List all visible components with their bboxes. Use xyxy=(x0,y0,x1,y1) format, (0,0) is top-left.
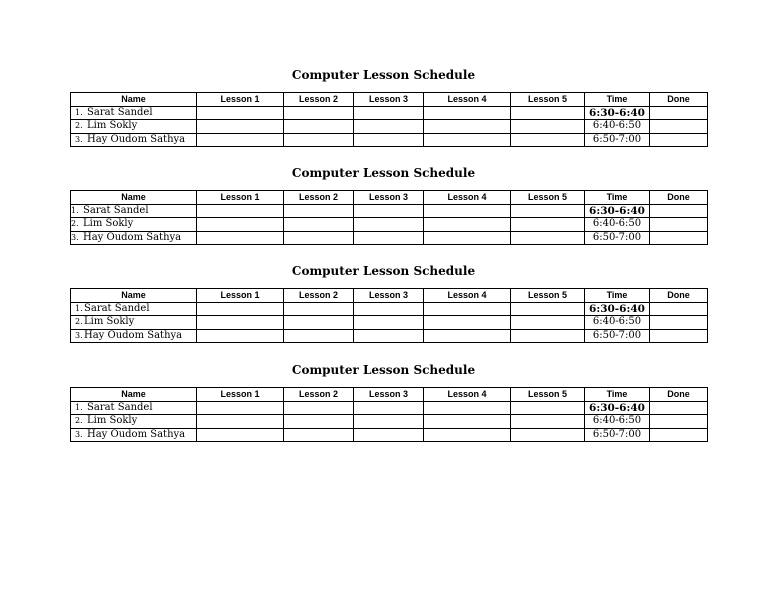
table-row xyxy=(71,302,708,316)
header-time: Time xyxy=(585,289,650,303)
lesson-cell[interactable] xyxy=(354,415,424,429)
schedule-table xyxy=(70,92,708,147)
table-row xyxy=(71,316,708,330)
student-name: Hay Oudom Sathya xyxy=(87,428,186,440)
schedule-title: Computer Lesson Schedule xyxy=(291,68,476,82)
student-name-cell xyxy=(71,329,197,343)
lesson-cell[interactable] xyxy=(354,231,424,245)
header-lesson-3: Lesson 3 xyxy=(354,388,424,402)
lesson-cell[interactable] xyxy=(511,302,585,316)
student-name-cell xyxy=(71,204,197,218)
lesson-cell[interactable] xyxy=(354,120,424,134)
done-cell[interactable] xyxy=(650,329,708,343)
table-row xyxy=(71,231,708,245)
done-cell[interactable] xyxy=(650,204,708,218)
done-cell[interactable] xyxy=(650,302,708,316)
done-cell[interactable] xyxy=(650,133,708,147)
time-cell: 6:30-6:40 xyxy=(585,302,650,316)
lesson-cell[interactable] xyxy=(197,133,284,147)
student-name: Hay Oudom Sathya xyxy=(87,133,186,145)
lesson-cell[interactable] xyxy=(424,133,511,147)
lesson-cell[interactable] xyxy=(424,106,511,120)
done-cell[interactable] xyxy=(650,218,708,232)
lesson-cell[interactable] xyxy=(354,316,424,330)
lesson-cell[interactable] xyxy=(284,204,354,218)
student-name-cell xyxy=(71,120,197,134)
lesson-cell[interactable] xyxy=(284,401,354,415)
header-done: Done xyxy=(650,289,708,303)
student-name: Sarat Sandel xyxy=(87,401,153,413)
student-name-cell xyxy=(71,401,197,415)
schedule-table xyxy=(70,190,708,245)
time-cell: 6:40-6:50 xyxy=(585,218,650,232)
time-cell: 6:40-6:50 xyxy=(585,415,650,429)
header-time: Time xyxy=(585,191,650,205)
time-cell: 6:50-7:00 xyxy=(585,133,650,147)
lesson-cell[interactable] xyxy=(424,428,511,442)
student-name: Sarat Sandel xyxy=(83,204,149,216)
header-done: Done xyxy=(650,388,708,402)
header-lesson-4: Lesson 4 xyxy=(424,93,511,107)
lesson-cell[interactable] xyxy=(197,401,284,415)
header-lesson-3: Lesson 3 xyxy=(354,93,424,107)
student-name: Lim Sokly xyxy=(87,415,138,427)
student-name: Sarat Sandel xyxy=(87,106,153,118)
lesson-cell[interactable] xyxy=(284,231,354,245)
student-name-cell xyxy=(71,133,197,147)
lesson-cell[interactable] xyxy=(284,316,354,330)
time-cell: 6:40-6:50 xyxy=(585,316,650,330)
student-name: Lim Sokly xyxy=(84,316,135,328)
lesson-cell[interactable] xyxy=(354,329,424,343)
done-cell[interactable] xyxy=(650,428,708,442)
table-row xyxy=(71,329,708,343)
lesson-cell[interactable] xyxy=(354,106,424,120)
lesson-cell[interactable] xyxy=(424,120,511,134)
header-row xyxy=(71,93,708,107)
header-lesson-3: Lesson 3 xyxy=(354,289,424,303)
schedule-table xyxy=(70,387,708,442)
student-name: Hay Oudom Sathya xyxy=(83,231,182,243)
time-cell: 6:50-7:00 xyxy=(585,329,650,343)
done-cell[interactable] xyxy=(650,231,708,245)
header-lesson-2: Lesson 2 xyxy=(284,289,354,303)
lesson-cell[interactable] xyxy=(424,415,511,429)
lesson-cell[interactable] xyxy=(511,204,585,218)
table-row xyxy=(71,106,708,120)
header-done: Done xyxy=(650,93,708,107)
lesson-cell[interactable] xyxy=(197,415,284,429)
header-lesson-4: Lesson 4 xyxy=(424,289,511,303)
time-cell: 6:30-6:40 xyxy=(585,204,650,218)
lesson-cell[interactable] xyxy=(511,329,585,343)
header-lesson-4: Lesson 4 xyxy=(424,388,511,402)
done-cell[interactable] xyxy=(650,120,708,134)
lesson-cell[interactable] xyxy=(354,428,424,442)
lesson-cell[interactable] xyxy=(354,218,424,232)
lesson-cell[interactable] xyxy=(424,218,511,232)
time-cell: 6:40-6:50 xyxy=(585,120,650,134)
row-number: 3. xyxy=(71,232,79,242)
row-number: 3. xyxy=(75,134,83,144)
lesson-cell[interactable] xyxy=(511,133,585,147)
done-cell[interactable] xyxy=(650,106,708,120)
header-row xyxy=(71,388,708,402)
lesson-cell[interactable] xyxy=(511,231,585,245)
lesson-cell[interactable] xyxy=(354,204,424,218)
student-name-cell xyxy=(71,231,197,245)
lesson-cell[interactable] xyxy=(197,218,284,232)
table-row xyxy=(71,204,708,218)
lesson-cell[interactable] xyxy=(424,401,511,415)
student-name: Lim Sokly xyxy=(83,218,134,230)
schedule-title: Computer Lesson Schedule xyxy=(291,166,476,180)
student-name-cell xyxy=(71,415,197,429)
row-number: 2. xyxy=(71,219,79,229)
header-lesson-2: Lesson 2 xyxy=(284,388,354,402)
time-cell: 6:30-6:40 xyxy=(585,106,650,120)
header-lesson-2: Lesson 2 xyxy=(284,191,354,205)
lesson-cell[interactable] xyxy=(354,302,424,316)
header-lesson-5: Lesson 5 xyxy=(511,388,585,402)
lesson-cell[interactable] xyxy=(424,316,511,330)
lesson-cell[interactable] xyxy=(424,204,511,218)
time-cell: 6:50-7:00 xyxy=(585,428,650,442)
lesson-cell[interactable] xyxy=(284,120,354,134)
lesson-cell[interactable] xyxy=(511,316,585,330)
lesson-cell[interactable] xyxy=(197,106,284,120)
header-name: Name xyxy=(71,93,197,107)
student-name: Lim Sokly xyxy=(87,120,138,132)
time-cell: 6:50-7:00 xyxy=(585,231,650,245)
lesson-cell[interactable] xyxy=(424,329,511,343)
student-name-cell xyxy=(71,428,197,442)
lesson-cell[interactable] xyxy=(284,302,354,316)
table-row xyxy=(71,133,708,147)
lesson-cell[interactable] xyxy=(511,415,585,429)
lesson-cell[interactable] xyxy=(284,133,354,147)
lesson-cell[interactable] xyxy=(424,231,511,245)
header-name: Name xyxy=(71,289,197,303)
lesson-cell[interactable] xyxy=(197,231,284,245)
lesson-cell[interactable] xyxy=(511,218,585,232)
lesson-cell[interactable] xyxy=(197,302,284,316)
lesson-cell[interactable] xyxy=(284,415,354,429)
lesson-cell[interactable] xyxy=(197,428,284,442)
row-number: 1. xyxy=(71,205,79,215)
lesson-cell[interactable] xyxy=(354,133,424,147)
row-number: 1. xyxy=(75,303,83,313)
table-row xyxy=(71,401,708,415)
student-name-cell xyxy=(71,302,197,316)
header-lesson-5: Lesson 5 xyxy=(511,191,585,205)
row-number: 3. xyxy=(75,330,83,340)
header-time: Time xyxy=(585,388,650,402)
header-lesson-5: Lesson 5 xyxy=(511,289,585,303)
row-number: 1. xyxy=(75,402,83,412)
header-row xyxy=(71,289,708,303)
done-cell[interactable] xyxy=(650,316,708,330)
lesson-cell[interactable] xyxy=(197,316,284,330)
header-lesson-1: Lesson 1 xyxy=(197,191,284,205)
header-lesson-3: Lesson 3 xyxy=(354,191,424,205)
lesson-cell[interactable] xyxy=(284,106,354,120)
header-lesson-4: Lesson 4 xyxy=(424,191,511,205)
header-lesson-2: Lesson 2 xyxy=(284,93,354,107)
done-cell[interactable] xyxy=(650,401,708,415)
header-row xyxy=(71,191,708,205)
schedule-title: Computer Lesson Schedule xyxy=(291,363,476,377)
row-number: 2. xyxy=(75,121,83,131)
lesson-cell[interactable] xyxy=(284,329,354,343)
row-number: 2. xyxy=(75,317,83,327)
lesson-cell[interactable] xyxy=(424,302,511,316)
header-name: Name xyxy=(71,388,197,402)
lesson-cell[interactable] xyxy=(511,106,585,120)
row-number: 2. xyxy=(75,416,83,426)
row-number: 1. xyxy=(75,107,83,117)
header-done: Done xyxy=(650,191,708,205)
schedule-table xyxy=(70,288,708,343)
done-cell[interactable] xyxy=(650,415,708,429)
header-lesson-1: Lesson 1 xyxy=(197,289,284,303)
student-name: Sarat Sandel xyxy=(84,302,150,314)
schedule-title: Computer Lesson Schedule xyxy=(291,264,476,278)
header-lesson-5: Lesson 5 xyxy=(511,93,585,107)
row-number: 3. xyxy=(75,429,83,439)
header-lesson-1: Lesson 1 xyxy=(197,388,284,402)
lesson-cell[interactable] xyxy=(511,120,585,134)
lesson-cell[interactable] xyxy=(197,329,284,343)
student-name-cell xyxy=(71,316,197,330)
lesson-cell[interactable] xyxy=(284,218,354,232)
header-time: Time xyxy=(585,93,650,107)
student-name-cell xyxy=(71,106,197,120)
table-row xyxy=(71,218,708,232)
lesson-cell[interactable] xyxy=(197,204,284,218)
table-row xyxy=(71,428,708,442)
lesson-cell[interactable] xyxy=(511,428,585,442)
lesson-cell[interactable] xyxy=(284,428,354,442)
student-name: Hay Oudom Sathya xyxy=(84,329,183,341)
lesson-cell[interactable] xyxy=(511,401,585,415)
header-lesson-1: Lesson 1 xyxy=(197,93,284,107)
student-name-cell xyxy=(71,218,197,232)
table-row xyxy=(71,415,708,429)
lesson-cell[interactable] xyxy=(354,401,424,415)
lesson-cell[interactable] xyxy=(197,120,284,134)
header-name: Name xyxy=(71,191,197,205)
table-row xyxy=(71,120,708,134)
time-cell: 6:30-6:40 xyxy=(585,401,650,415)
